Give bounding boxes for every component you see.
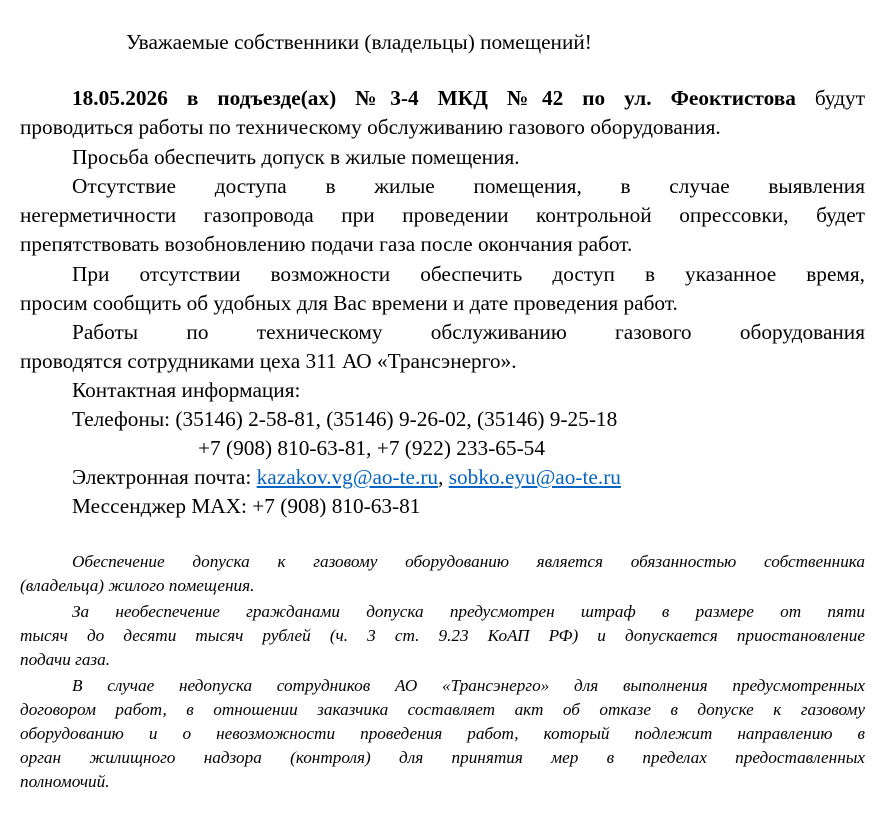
announcement-line-1-rest: будут [814, 86, 866, 110]
email-label: Электронная почта: [72, 465, 252, 489]
note-fine-line-1: За необеспечение гражданами допуска предусмотрен штраф в размере от пяти [72, 602, 865, 621]
phones-list-2: +7 (908) 810-63-81, +7 (922) 233-65-54 [198, 436, 545, 460]
note-refusal-line-2: договором работ, в отношении заказчика составляет акт об отказе в допуске к газовому [20, 700, 865, 719]
note-refusal-line-4: орган жилищного надзора (контроля) для принятия мер в пределах предоставленных [20, 748, 865, 767]
messenger-contact: Мессенджер MAX: +7 (908) 810-63-81 [72, 494, 421, 518]
note-fine-line-3: подачи газа. [20, 650, 111, 669]
note-refusal-line-3: оборудованию и о невозможности проведения работ, который подлежит направлению в [20, 724, 865, 743]
note-fine-line-2: тысяч до десяти тысяч рублей (ч. 3 ст. 9.23 КоАП РФ) и допускается приостановление [20, 626, 865, 645]
no-access-line-1: Отсутствие доступа в жилые помещения, в случае выявления [72, 174, 865, 198]
reschedule-line-2: просим сообщить об удобных для Вас времени и дате проведения работ. [20, 291, 678, 315]
email-row [72, 464, 621, 490]
announcement-date-location: 18.05.2026 в подъезде(ах) №3-4 МКД №42 по ул. Феоктистова [72, 86, 796, 110]
notice-heading: Уважаемые собственники (владельцы) помещений! [126, 30, 592, 54]
note-obligation-line-1: Обеспечение допуска к газовому оборудованию является обязанностью собственника [72, 552, 865, 571]
announcement-line-2: проводиться работы по техническому обслуживанию газового оборудования. [20, 115, 721, 139]
reschedule-line-1: При отсутствии возможности обеспечить доступ в указанное время, [72, 262, 865, 286]
phones-label: Телефоны: [72, 407, 171, 431]
phones-row [72, 406, 617, 432]
note-obligation-line-2: (владельца) жилого помещения. [20, 576, 255, 595]
contacts-title: Контактная информация: [72, 378, 301, 402]
phones-list-1: (35146) 2-58-81, (35146) 9-26-02, (35146) 9-25-18 [175, 407, 618, 431]
email-separator: , [438, 465, 444, 489]
no-access-line-3: препятствовать возобновлению подачи газа после окончания работ. [20, 232, 633, 256]
note-refusal-line-1: В случае недопуска сотрудников АО «Трансэнерго» для выполнения предусмотренных [72, 676, 865, 695]
announcement-line-1 [20, 85, 865, 111]
no-access-line-2: негерметичности газопровода при проведении контрольной опрессовки, будет [20, 203, 865, 227]
works-performer-line-2: проводятся сотрудниками цеха 311 АО «Трансэнерго». [20, 349, 517, 373]
note-refusal-line-5: полномочий. [20, 772, 110, 791]
email-link-kazakov[interactable]: kazakov.vg@ao-te.ru [256, 465, 439, 489]
access-request: Просьба обеспечить допуск в жилые помещения. [72, 145, 520, 169]
email-link-sobko[interactable]: sobko.eyu@ao-te.ru [448, 465, 621, 489]
works-performer-line-1: Работы по техническому обслуживанию газового оборудования [72, 320, 865, 344]
